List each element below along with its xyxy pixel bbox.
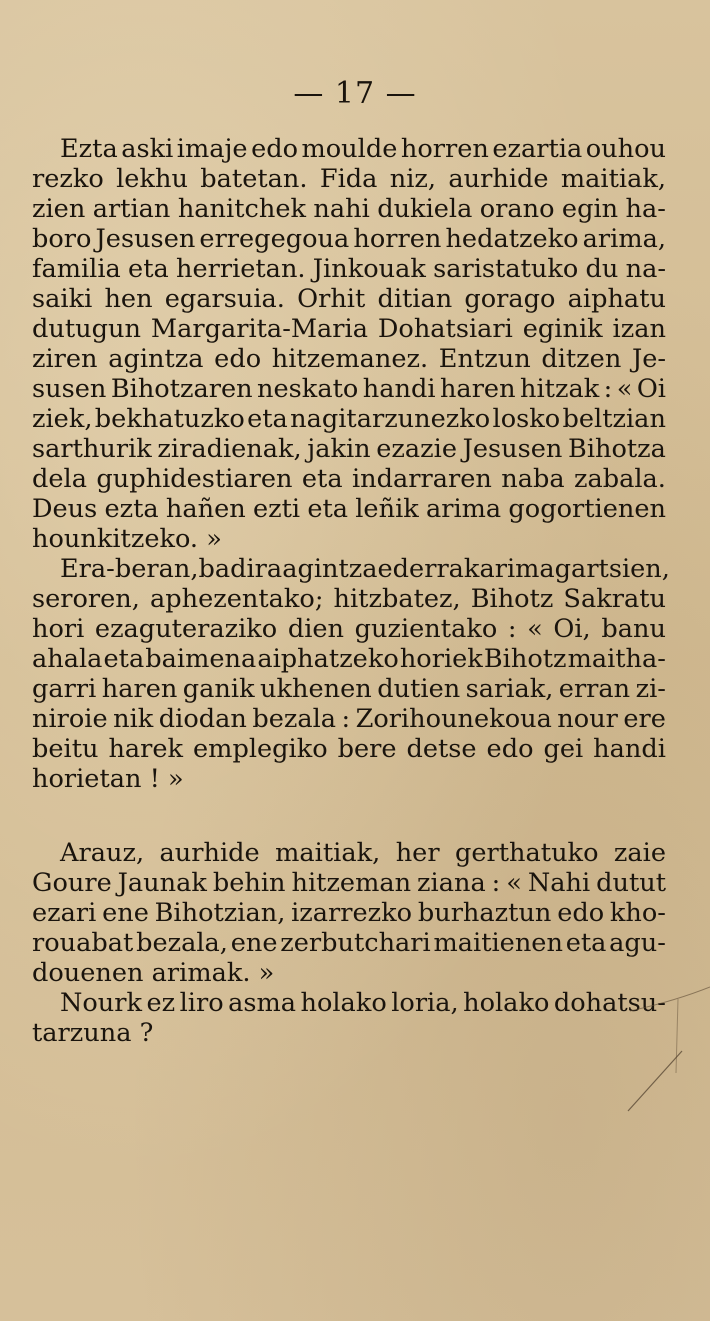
text-line: familia eta herrietan. Jinkouak saristatuko du na-: [32, 254, 666, 284]
paper-crease-mark: [620, 981, 710, 1171]
text-line: tarzuna ?: [32, 1018, 154, 1048]
text-line: dutugun Margarita-Maria Dohatsiari eginik izan: [32, 314, 666, 344]
paragraph-4: [32, 988, 666, 1048]
paragraph-2: [32, 554, 670, 794]
text-line: saiki hen egarsuia. Orhit ditian gorago aiphatu: [32, 284, 666, 314]
text-line: horietan ! »: [32, 764, 184, 794]
text-line: douenen arimak. »: [32, 958, 275, 988]
text-line: Goure Jaunak behin hitzeman ziana : « Nahi dutut: [32, 868, 666, 898]
paragraph-gap: [32, 794, 666, 838]
text-line: hounkitzeko. »: [32, 524, 222, 554]
text-line: rouabat bezala, ene zerbutchari maitienen eta agu-: [32, 928, 666, 958]
paragraph-3: [32, 838, 666, 988]
text-line: ezari ene Bihotzian, izarrezko burhaztun edo kho-: [32, 898, 666, 928]
text-line: ahala eta baimena aiphatzeko horiek Bihotz maitha-: [32, 644, 666, 674]
page-body: [32, 134, 670, 1048]
text-line: rezko lekhu batetan. Fida niz, aurhide maitiak,: [32, 164, 666, 194]
text-line: boro Jesusen erregegoua horren hedatzeko arima,: [32, 224, 666, 254]
text-line: hori ezaguteraziko dien guzientako : « Oi, banu: [32, 614, 666, 644]
text-line: ziek, bekhatuzko eta nagitarzunezko losko beltzian: [32, 404, 666, 434]
text-line: Ezta aski imaje edo moulde horren ezartia ouhou: [60, 134, 666, 164]
page-number: — 17 —: [293, 76, 417, 111]
text-line: Era-beran, badira agintza ederrak arima gartsien,: [60, 554, 670, 584]
text-line: beitu harek emplegiko bere detse edo gei handi: [32, 734, 666, 764]
text-line: Nourk ez liro asma holako loria, holako dohatsu-: [60, 988, 666, 1018]
paragraph-1: [32, 134, 666, 554]
text-line: sarthurik ziradienak, jakin ezazie Jesusen Bihotza: [32, 434, 666, 464]
text-line: susen Bihotzaren neskato handi haren hitzak : « Oi: [32, 374, 666, 404]
text-line: niroie nik diodan bezala : Zorihounekoua nour ere: [32, 704, 666, 734]
text-line: garri haren ganik ukhenen dutien sariak, erran zi-: [32, 674, 666, 704]
text-line: dela guphidestiaren eta indarraren naba zabala.: [32, 464, 666, 494]
text-line: ziren agintza edo hitzemanez. Entzun ditzen Je-: [32, 344, 666, 374]
text-line: zien artian hanitchek nahi dukiela orano egin ha-: [32, 194, 666, 224]
text-line: Deus ezta hañen ezti eta leñik arima gogortienen: [32, 494, 666, 524]
text-line: Arauz, aurhide maitiak, her gerthatuko zaie: [60, 838, 666, 868]
text-line: seroren, aphezentako; hitzbatez, Bihotz Sakratu: [32, 584, 666, 614]
